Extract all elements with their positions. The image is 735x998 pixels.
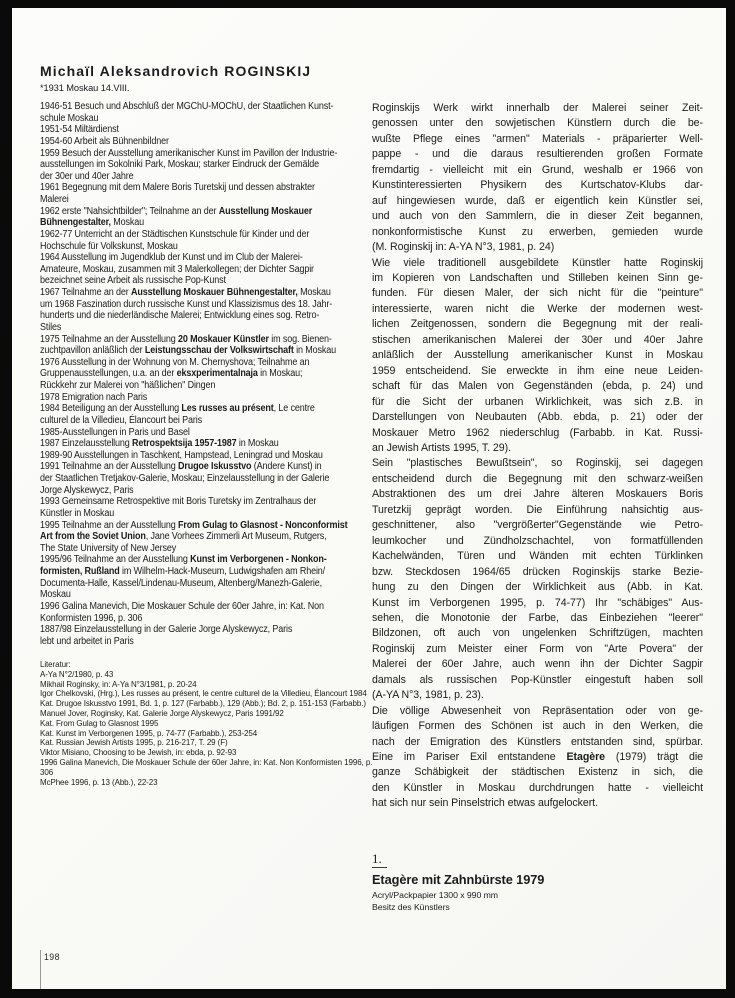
text-run: The State University of New Jersey: [40, 542, 177, 554]
text-run: 1951-54 Miltärdienst: [40, 124, 119, 136]
text-line: [372, 642, 703, 657]
literature-entry: Kat. Drugoe Iskusstvo 1991, Bd. 1, p. 127 (Farbabb.), 129 (Abb.); Bd. 2, p. 151-153 (Farbabb.): [40, 698, 366, 709]
text-run: im sog. Bienen-: [268, 333, 332, 345]
text-line: [372, 209, 703, 224]
text-line: [372, 750, 703, 765]
text-run: Moskau: [110, 217, 145, 229]
text-line: [372, 410, 703, 425]
text-line: [40, 636, 382, 648]
text-line: [40, 566, 382, 578]
literature-entry: McPhee 1996, p. 13 (Abb.), 22-23: [40, 776, 158, 787]
page-crease-line: [40, 950, 41, 989]
text-run: 1967 Teilnahme an der: [40, 287, 132, 298]
text-run: 1954-60 Arbeit als Bühnenbildner: [40, 135, 169, 147]
text-run: Künstler in Moskau: [40, 507, 115, 519]
plate-caption: [372, 850, 703, 913]
text-line: [372, 302, 703, 317]
text-run: stischen amerikanischen Malerei der 30er und 40er Jahre: [372, 333, 703, 346]
text-line: [40, 275, 382, 287]
text-run: auf hingewiesen wurde, daß er eigentlich kein Künstler sei,: [372, 194, 703, 207]
text-line: [40, 101, 382, 113]
text-line: [40, 543, 382, 555]
text-line: [372, 765, 703, 780]
text-run: Moskau: [297, 287, 331, 298]
text-line: [372, 549, 703, 564]
text-line: [372, 688, 703, 703]
text-line: [372, 256, 703, 271]
text-run: 1991 Teilnahme an der Ausstellung: [40, 461, 178, 473]
text-run: anläßlich der Ausstellung amerikanischer Kunst in Moskau: [372, 349, 703, 362]
text-run: hat sich nur sein Pinselstrich etwas aufgelockert.: [372, 797, 598, 810]
text-run: 1993 Gemeinsame Retrospektive mit Boris Turetsky im Zentralhaus der: [40, 496, 317, 508]
bold-text-run: Retrospektsija 1957-1987: [132, 438, 237, 450]
bold-text-run: 20 Moskauer Künstler: [177, 333, 269, 345]
artist-birth-line: *1931 Moskau 14.VIII.: [40, 83, 130, 93]
text-run: Eine im Pariser Exil entstandene: [372, 751, 567, 764]
text-line: [372, 194, 703, 209]
literature-entry: Igor Chelkovski, (Hrg.), Les russes au présent, le centre culturel de la Villedieu, Élancourt 1984: [40, 688, 367, 699]
bold-text-run: Art from the Soviet Union: [40, 531, 146, 543]
text-line: [40, 485, 382, 497]
text-line: [372, 487, 703, 502]
literature-entry: 1996 Galina Manevich, Die Moskauer Schule der 60er Jahre, in: Kat. Non Konformisten 1996, p. 306: [40, 756, 373, 777]
text-run: wußte Pflege eines "armen" Materials - präparierter Well-: [372, 132, 703, 145]
text-line: [40, 520, 382, 532]
bold-text-run: formisten, Rußland: [40, 566, 120, 577]
bold-text-run: Les russes au présent: [181, 403, 274, 415]
text-run: Kachelwänden, Türen und Wänden mit echten Türklinken: [372, 550, 703, 563]
text-line: [40, 461, 382, 473]
text-line: [40, 148, 382, 160]
text-line: [40, 450, 382, 462]
text-run: nonkonformistische Kunst zu erwerben, gemieden wurde: [372, 225, 703, 238]
text-run: nach der Emigration des Künstlers entstanden sind, spürbar.: [372, 735, 703, 748]
text-line: [40, 241, 382, 253]
text-run: Turetzkij geprägt worden. Die Einführung nahsichtig aus-: [372, 503, 703, 516]
literature-list: [40, 670, 379, 788]
text-line: [40, 124, 382, 136]
text-line: [372, 518, 703, 533]
text-line: [40, 299, 382, 311]
text-line: [40, 392, 382, 404]
page-number: 198: [44, 952, 60, 962]
text-line: [372, 781, 703, 796]
text-line: [372, 456, 703, 471]
text-run: den Künstler in Moskau durchdrungen hatte - vielleicht: [372, 781, 703, 794]
text-run: bezeichnet seine Arbeit als russische Pop-Kunst: [40, 275, 226, 287]
text-run: (A-YA N°3, 1981, p. 23).: [372, 689, 484, 702]
text-line: [40, 601, 382, 613]
text-run: 1995/96 Teilnahme an der Ausstellung: [40, 554, 191, 566]
text-line: [40, 368, 382, 380]
essay-column: [372, 101, 703, 812]
text-line: [372, 735, 703, 750]
text-run: Sein "plastisches Bewußtsein", so Roginskij, sei dagegen: [372, 457, 703, 470]
bold-text-run: Drugoe Iskusstvo: [177, 461, 252, 473]
bold-text-run: Kunst im Verborgenen - Nonkon-: [190, 554, 327, 566]
text-run: bzw. Steckdosen 1964/65 drücken Roginskijs starke Bezie-: [372, 565, 703, 578]
text-line: [372, 580, 703, 595]
text-run: um 1968 Faszination durch russische Kunst und Klassizismus des 18. Jahr-: [40, 298, 333, 310]
essay-paragraph: [372, 704, 703, 812]
text-run: , Le centre: [273, 403, 315, 415]
text-line: [372, 101, 703, 116]
text-line: [40, 113, 382, 125]
plate-medium: Acryl/Packpapier 1300 x 990 mm: [372, 890, 498, 900]
text-run: ausstellungen im Sokolniki Park, Moskau; starker Eindruck der Gemälde: [40, 159, 320, 171]
essay-paragraph: [372, 101, 703, 256]
text-line: [372, 178, 703, 193]
literature-entry: Manuel Jover, Roginsky, Kat. Galerie Jorge Alyskewycz, Paris 1991/92: [40, 707, 284, 718]
text-run: ganze Schäbigkeit der städtischen Existenz in sich, die: [372, 766, 703, 779]
plate-owner: Besitz des Künstlers: [372, 901, 450, 912]
artist-header: [40, 63, 380, 93]
plate-number: 1.: [372, 852, 387, 868]
literature-section: [40, 660, 379, 787]
text-line: [40, 578, 382, 590]
text-line: [372, 596, 703, 611]
biography-timeline: [40, 101, 382, 647]
text-run: 1959 entscheidend. Sie erweckte in ihm eine neue Leiden-: [372, 364, 703, 377]
literature-entry: Kat. Russian Jewish Artists 1995, p. 216-217, T. 29 (F): [40, 737, 228, 748]
text-run: Stiles: [40, 321, 62, 333]
text-run: Hochschule für Volkskunst, Moskau: [40, 240, 178, 252]
text-run: 1946-51 Besuch und Abschluß der MGChU-MOChU, der Staatlichen Kunst-: [40, 101, 334, 112]
text-line: [372, 472, 703, 487]
text-line: [372, 333, 703, 348]
text-line: [40, 554, 382, 566]
literature-heading: Literatur:: [40, 659, 71, 669]
text-line: [372, 534, 703, 549]
text-run: Gruppenausstellungen, u.a. an der: [40, 368, 177, 380]
text-line: [372, 147, 703, 162]
text-run: 1989-90 Ausstellungen in Taschkent, Hampstead, Leningrad und Moskau: [40, 449, 323, 461]
literature-entry: Kat. From Gulag to Glasnost 1995: [40, 717, 159, 728]
text-line: [372, 225, 703, 240]
text-run: Darstellungen von Neubauten (Abb. ebda, p. 21) oder der: [372, 411, 703, 424]
text-run: 1959 Besuch der Ausstellung amerikanischer Kunst im Pavillon der Industrie-: [40, 147, 338, 159]
text-run: Documenta-Halle, Kassel/Lindenau-Museum, Altenberg/Manezh-Galerie,: [40, 577, 322, 589]
text-run: 1985-Ausstellungen in Paris und Basel: [40, 426, 190, 438]
text-line: [40, 403, 382, 415]
text-line: [40, 508, 382, 520]
text-run: (M. Roginskij in: A-YA N°3, 1981, p. 24): [372, 241, 555, 254]
text-line: [372, 163, 703, 178]
text-line: [372, 317, 703, 332]
text-run: pappe - und die daraus resultierenden großen Formate: [372, 148, 703, 161]
text-line: [40, 322, 382, 334]
text-run: hunderts und die niederländische Malerei; Entwicklung eines sog. Retro-: [40, 310, 320, 322]
bold-text-run: Ausstellung Moskauer: [218, 205, 313, 217]
text-run: Malerei: [40, 194, 69, 205]
text-run: Die völlige Abwesenheit von Repräsentation oder von ge-: [372, 704, 703, 717]
text-line: [40, 345, 382, 357]
text-line: [372, 271, 703, 286]
text-run: damals als russischen Pop-Künstler eingestuft haben soll: [372, 673, 703, 686]
literature-entry: Mikhail Roginsky, in: A-Ya N°3/1981, p. 20-24: [40, 678, 197, 689]
bold-text-run: Ausstellung Moskauer Bühnengestalter,: [131, 287, 298, 298]
text-line: [372, 132, 703, 147]
text-run: genossen unter den sowjetischen Künstlern durch die be-: [372, 117, 703, 130]
text-line: [40, 171, 382, 183]
text-run: schaft für das Malen von Gegenständen (ebda, p. 24) und: [372, 380, 703, 393]
text-line: [372, 441, 703, 456]
text-line: [372, 364, 703, 379]
text-line: [40, 194, 382, 206]
text-run: 1984 Beteiligung an der Ausstellung: [40, 403, 182, 415]
text-run: Kunstinteressierten Physikern des Kurtschatov-Klubs dar-: [372, 179, 703, 192]
text-run: in Moskau;: [257, 368, 303, 380]
text-line: [40, 496, 382, 508]
text-line: [372, 503, 703, 518]
text-run: läufigen Formen des Schönen ist auch in den Werken, die: [372, 720, 703, 733]
essay-paragraph: [372, 456, 703, 703]
text-line: [40, 310, 382, 322]
text-line: [372, 626, 703, 641]
text-run: culturel de la Villedieu, Élancourt bei Paris: [40, 414, 202, 426]
text-line: [372, 240, 703, 255]
text-run: Roginskij zum Meister einer Form von "Arte Povera" der: [372, 642, 703, 655]
text-line: [40, 252, 382, 264]
text-run: 1996 Galina Manevich, Die Moskauer Schule der 60er Jahre, in: Kat. Non: [40, 600, 324, 612]
text-line: [40, 427, 382, 439]
text-line: [40, 589, 382, 601]
text-run: und auch von den Sammlern, die in dieser Zeit begannen,: [372, 210, 703, 223]
text-run: Moskauer Metro 1962 niederschlug (Farbabb. in Kat. Russi-: [372, 426, 703, 439]
text-line: [40, 264, 382, 276]
text-line: [40, 159, 382, 171]
text-line: [372, 379, 703, 394]
text-line: [40, 613, 382, 625]
text-line: [40, 531, 382, 543]
literature-entry: Viktor Misiano, Choosing to be Jewish, in: ebda, p. 92-93: [40, 747, 237, 758]
text-run: 1962-77 Unterricht an der Städtischen Kunstschule für Kinder und der: [40, 228, 310, 240]
text-line: [372, 796, 703, 811]
text-run: in Moskau: [293, 345, 336, 357]
text-run: Abstraktionen des um drei Jahre älteren Moskauers Boris: [372, 488, 703, 501]
text-run: interessierte, waren nicht die Werke der modernen west-: [372, 302, 703, 315]
text-run: 1962 erste "Nahsichtbilder"; Teilnahme an der: [40, 205, 219, 217]
text-run: (1979) trägt die: [605, 751, 703, 764]
bold-text-run: Bühnengestalter,: [40, 217, 111, 229]
text-run: Jorge Alyskewycz, Paris: [40, 484, 134, 496]
text-line: [372, 611, 703, 626]
text-run: 1964 Ausstellung im Jugendklub der Kunst und im Club der Malerei-: [40, 252, 303, 264]
text-line: [40, 357, 382, 369]
bold-text-run: From Gulag to Glasnost - Nonconformist: [177, 519, 348, 531]
text-run: Amateure, Moskau, zusammen mit 3 Malerkollegen; der Dichter Sagpir: [40, 263, 314, 275]
literature-entry: A-Ya N°2/1980, p. 43: [40, 668, 114, 679]
text-run: leumkocher und Zündholzschachtel, von formatfüllenden: [372, 534, 703, 547]
text-run: 1975 Teilnahme an der Ausstellung: [40, 333, 178, 345]
text-line: [40, 182, 382, 194]
text-line: [40, 229, 382, 241]
text-line: [372, 395, 703, 410]
book-page: [12, 8, 726, 989]
text-run: Kunst im Verborgenen 1995, p. 74-77) Ihr "schäbiges" Aus-: [372, 596, 703, 609]
text-line: [40, 438, 382, 450]
text-run: lebt und arbeitet in Paris: [40, 635, 134, 647]
text-line: [40, 624, 382, 636]
text-run: an Jewish Artists 1995, T. 29).: [372, 441, 511, 454]
bold-text-run: Leistungsschau der Volkswirtschaft: [144, 345, 294, 357]
text-line: [40, 287, 382, 299]
text-run: zuchtpavillon anläßlich der: [40, 345, 145, 357]
text-line: [40, 334, 382, 346]
text-line: [40, 473, 382, 485]
text-run: Wie viele traditionell ausgebildete Künstler hatte Roginskij: [372, 256, 703, 269]
text-line: [40, 415, 382, 427]
text-run: im Wilhelm-Hack-Museum, Ludwigshafen am Rhein/: [119, 566, 326, 577]
text-run: funden. Für diesen Maler, der sich nicht für die "peinture": [372, 287, 703, 300]
bold-text-run: eksxperimentalnaja: [176, 368, 258, 380]
text-line: [372, 426, 703, 441]
text-run: 1978 Emigration nach Paris: [40, 391, 148, 403]
plate-title: Etagère mit Zahnbürste 1979: [372, 872, 545, 887]
text-line: [40, 136, 382, 148]
text-run: , Jane Vorhees Zimmerli Art Museum, Rutgers,: [145, 531, 327, 543]
text-line: [372, 116, 703, 131]
text-run: Konformisten 1996, p. 306: [40, 612, 143, 624]
text-run: 1961 Begegnung mit dem Malere Boris Turetskij und dessen abstrakter: [40, 182, 315, 194]
artist-name: Michaïl Aleksandrovich ROGINSKIJ: [40, 63, 312, 79]
text-line: [40, 217, 382, 229]
text-run: 1995 Teilnahme an der Ausstellung: [40, 519, 178, 531]
text-run: Roginskijs Werk wirkt innerhalb der Malerei seiner Zeit-: [372, 102, 703, 114]
text-line: [40, 206, 382, 218]
text-run: in Moskau: [236, 438, 279, 450]
text-line: [372, 704, 703, 719]
text-run: entscheidend durch die Begegnung mit den schwarz-weißen: [372, 472, 703, 485]
text-line: [372, 565, 703, 580]
text-line: [372, 673, 703, 688]
text-run: Rückkehr zur Malerei von "häßlichen" Dingen: [40, 380, 216, 391]
text-run: Malerei der 60er Jahre, auch wenn ihn der Dichter Sagpir: [372, 658, 703, 671]
text-run: 1987 Einzelausstellung: [40, 438, 133, 450]
text-run: für die Sicht der urbanen Wirklichkeit, was sich z.B. in: [372, 395, 703, 408]
text-run: fremdartig - vielleicht mit ein Grund, weshalb er 1966 von: [372, 163, 703, 176]
text-run: 1887/98 Einzelausstellung in der Galerie Jorge Alyskewycz, Paris: [40, 624, 293, 636]
text-line: [40, 380, 382, 392]
essay-paragraph: [372, 256, 703, 457]
text-run: 1976 Ausstellung in der Wohnung von M. Chernyshova; Teilnahme an: [40, 356, 310, 368]
text-line: [372, 286, 703, 301]
text-run: schule Moskau: [40, 112, 99, 124]
text-run: der Staatlichen Tretjakov-Galerie, Moskau; Einzelausstellung in der Galerie: [40, 473, 330, 484]
text-run: Bildzonen, oft auch von ungelenken Schriftzügen, machten: [372, 627, 703, 640]
text-run: im Kopieren von Landschaften und Stilleben keinen Sinn ge-: [372, 271, 703, 284]
text-line: [372, 719, 703, 734]
bold-text-run: Etagère: [566, 751, 605, 764]
text-run: (Andere Kunst) in: [251, 461, 322, 473]
literature-entry: Kat. Kunst im Verborgenen 1995, p. 74-77 (Farbabb.), 253-254: [40, 727, 258, 738]
text-run: geschnittener, also "vergrößerter"Gegenstände wie Petro-: [372, 519, 703, 532]
text-line: [372, 348, 703, 363]
text-run: Moskau: [40, 589, 71, 601]
text-run: lichen Zeitgenossen, sondern die Begegnung mit der reali-: [372, 318, 703, 331]
text-run: hung zu den Dingen der Wirklichkeit aus (Abb. in Kat.: [372, 581, 703, 594]
text-run: der 30er und 40er Jahre: [40, 170, 134, 182]
text-line: [372, 657, 703, 672]
text-run: sehen, die Monotonie der Farbe, das Einbeziehen "leerer": [372, 611, 703, 624]
